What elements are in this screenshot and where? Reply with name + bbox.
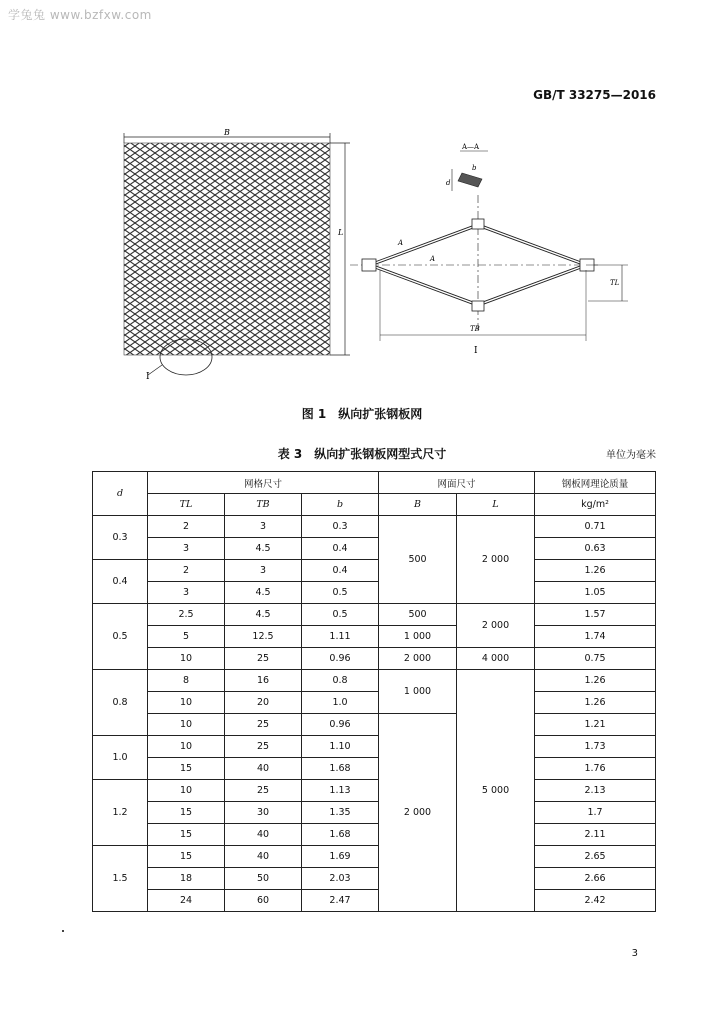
cell-TB: 25 — [225, 648, 302, 670]
header-mass: 钢板网理论质量 — [535, 472, 656, 494]
cell-TL: 10 — [148, 736, 225, 758]
cell-b: 0.5 — [302, 604, 379, 626]
standard-code: GB/T 33275—2016 — [533, 88, 656, 102]
cell-b: 0.8 — [302, 670, 379, 692]
figure-1 — [100, 125, 640, 395]
cell-b: 0.3 — [302, 516, 379, 538]
cell-d: 1.2 — [93, 780, 148, 846]
cell-mass: 2.42 — [535, 890, 656, 912]
cell-B: 500 — [379, 516, 457, 604]
label-TL: TL — [610, 279, 620, 287]
cell-TB: 60 — [225, 890, 302, 912]
cell-b: 0.96 — [302, 714, 379, 736]
table-row — [93, 516, 656, 538]
cell-TL: 10 — [148, 714, 225, 736]
cell-TB: 40 — [225, 846, 302, 868]
cell-b: 1.10 — [302, 736, 379, 758]
unit-note: 单位为毫米 — [606, 450, 656, 461]
cell-mass: 1.26 — [535, 692, 656, 714]
page-number: 3 — [631, 948, 638, 959]
label-L: L — [338, 228, 344, 237]
cell-b: 0.4 — [302, 538, 379, 560]
cell-b: 1.68 — [302, 824, 379, 846]
header-d: d — [93, 472, 148, 516]
cell-mass: 2.13 — [535, 780, 656, 802]
cell-TL: 10 — [148, 648, 225, 670]
cell-TL: 24 — [148, 890, 225, 912]
stray-mark — [62, 930, 64, 932]
cell-TL: 15 — [148, 846, 225, 868]
cell-TB: 4.5 — [225, 538, 302, 560]
cell-B: 2 000 — [379, 714, 457, 912]
cell-mass: 1.26 — [535, 670, 656, 692]
cell-TL: 15 — [148, 802, 225, 824]
table-row — [93, 626, 656, 648]
cell-TL: 15 — [148, 758, 225, 780]
cell-b: 0.5 — [302, 582, 379, 604]
cell-L: 2 000 — [457, 604, 535, 648]
cell-TB: 4.5 — [225, 604, 302, 626]
cell-d: 1.5 — [93, 846, 148, 912]
table-row — [93, 890, 656, 912]
header-sheet-size: 网面尺寸 — [379, 472, 535, 494]
cell-mass: 1.7 — [535, 802, 656, 824]
cell-TL: 2 — [148, 516, 225, 538]
label-b: b — [472, 164, 477, 172]
cell-TL: 10 — [148, 780, 225, 802]
header-TB: TB — [225, 494, 302, 516]
table-row — [93, 582, 656, 604]
cell-mass: 2.11 — [535, 824, 656, 846]
cell-mass: 1.73 — [535, 736, 656, 758]
cell-b: 1.68 — [302, 758, 379, 780]
cell-B: 1 000 — [379, 670, 457, 714]
cell-TL: 5 — [148, 626, 225, 648]
header-b: b — [302, 494, 379, 516]
cell-B: 1 000 — [379, 626, 457, 648]
table-row — [93, 648, 656, 670]
label-detail-I: I — [146, 372, 150, 382]
cell-mass: 2.65 — [535, 846, 656, 868]
cell-TB: 40 — [225, 758, 302, 780]
header-mesh-size: 网格尺寸 — [148, 472, 379, 494]
cell-TB: 25 — [225, 780, 302, 802]
cell-L: 4 000 — [457, 648, 535, 670]
table-row — [93, 692, 656, 714]
cell-b: 0.4 — [302, 560, 379, 582]
cell-d: 1.0 — [93, 736, 148, 780]
header-B: B — [379, 494, 457, 516]
cell-TB: 25 — [225, 736, 302, 758]
cell-TB: 20 — [225, 692, 302, 714]
cell-L: 5 000 — [457, 670, 535, 912]
cell-TB: 25 — [225, 714, 302, 736]
cell-TB: 3 — [225, 516, 302, 538]
cell-TL: 15 — [148, 824, 225, 846]
table-row — [93, 846, 656, 868]
cell-mass: 2.66 — [535, 868, 656, 890]
cell-TL: 2 — [148, 560, 225, 582]
cell-b: 2.03 — [302, 868, 379, 890]
label-A-2: A — [430, 255, 436, 263]
cell-mass: 0.75 — [535, 648, 656, 670]
cell-TB: 4.5 — [225, 582, 302, 604]
table-row — [93, 824, 656, 846]
cell-TB: 30 — [225, 802, 302, 824]
watermark: 学兔兔 www.bzfxw.com — [8, 8, 152, 22]
label-TB: TB — [470, 325, 480, 333]
table-row — [93, 868, 656, 890]
cell-d: 0.5 — [93, 604, 148, 670]
cell-mass: 1.21 — [535, 714, 656, 736]
cell-B: 2 000 — [379, 648, 457, 670]
cell-b: 1.11 — [302, 626, 379, 648]
table-row — [93, 802, 656, 824]
cell-mass: 1.57 — [535, 604, 656, 626]
cell-mass: 1.76 — [535, 758, 656, 780]
cell-TB: 12.5 — [225, 626, 302, 648]
table-row — [93, 714, 656, 736]
cell-TL: 2.5 — [148, 604, 225, 626]
cell-b: 1.69 — [302, 846, 379, 868]
cell-mass: 1.05 — [535, 582, 656, 604]
table-row — [93, 780, 656, 802]
cell-TL: 3 — [148, 582, 225, 604]
header-mass-unit: kg/m² — [535, 494, 656, 516]
table-caption: 表 3 纵向扩张钢板网型式尺寸 — [277, 447, 447, 461]
table-row — [93, 538, 656, 560]
cell-b: 2.47 — [302, 890, 379, 912]
cell-TB: 16 — [225, 670, 302, 692]
cell-d: 0.4 — [93, 560, 148, 604]
cell-b: 1.13 — [302, 780, 379, 802]
cell-TL: 10 — [148, 692, 225, 714]
label-section: A—A — [462, 143, 480, 151]
cell-mass: 0.63 — [535, 538, 656, 560]
cell-TL: 8 — [148, 670, 225, 692]
cell-b: 1.35 — [302, 802, 379, 824]
header-L: L — [457, 494, 535, 516]
cell-TB: 50 — [225, 868, 302, 890]
table-row — [93, 736, 656, 758]
cell-TB: 40 — [225, 824, 302, 846]
spec-table — [92, 471, 656, 912]
table-row — [93, 670, 656, 692]
cell-TL: 3 — [148, 538, 225, 560]
cell-b: 1.0 — [302, 692, 379, 714]
table-row — [93, 604, 656, 626]
label-B: B — [224, 128, 230, 137]
cell-TB: 3 — [225, 560, 302, 582]
header-TL: TL — [148, 494, 225, 516]
cell-mass: 0.71 — [535, 516, 656, 538]
label-d: d — [446, 179, 451, 187]
table-row — [93, 758, 656, 780]
cell-d: 0.8 — [93, 670, 148, 736]
cell-mass: 1.74 — [535, 626, 656, 648]
label-I: I — [474, 346, 478, 356]
cell-mass: 1.26 — [535, 560, 656, 582]
cell-TL: 18 — [148, 868, 225, 890]
cell-d: 0.3 — [93, 516, 148, 560]
label-A-1: A — [398, 239, 404, 247]
cell-b: 0.96 — [302, 648, 379, 670]
cell-B: 500 — [379, 604, 457, 626]
cell-L: 2 000 — [457, 516, 535, 604]
mesh-sheet — [124, 143, 330, 355]
figure-caption: 图 1 纵向扩张钢板网 — [301, 407, 423, 421]
table-row — [93, 560, 656, 582]
